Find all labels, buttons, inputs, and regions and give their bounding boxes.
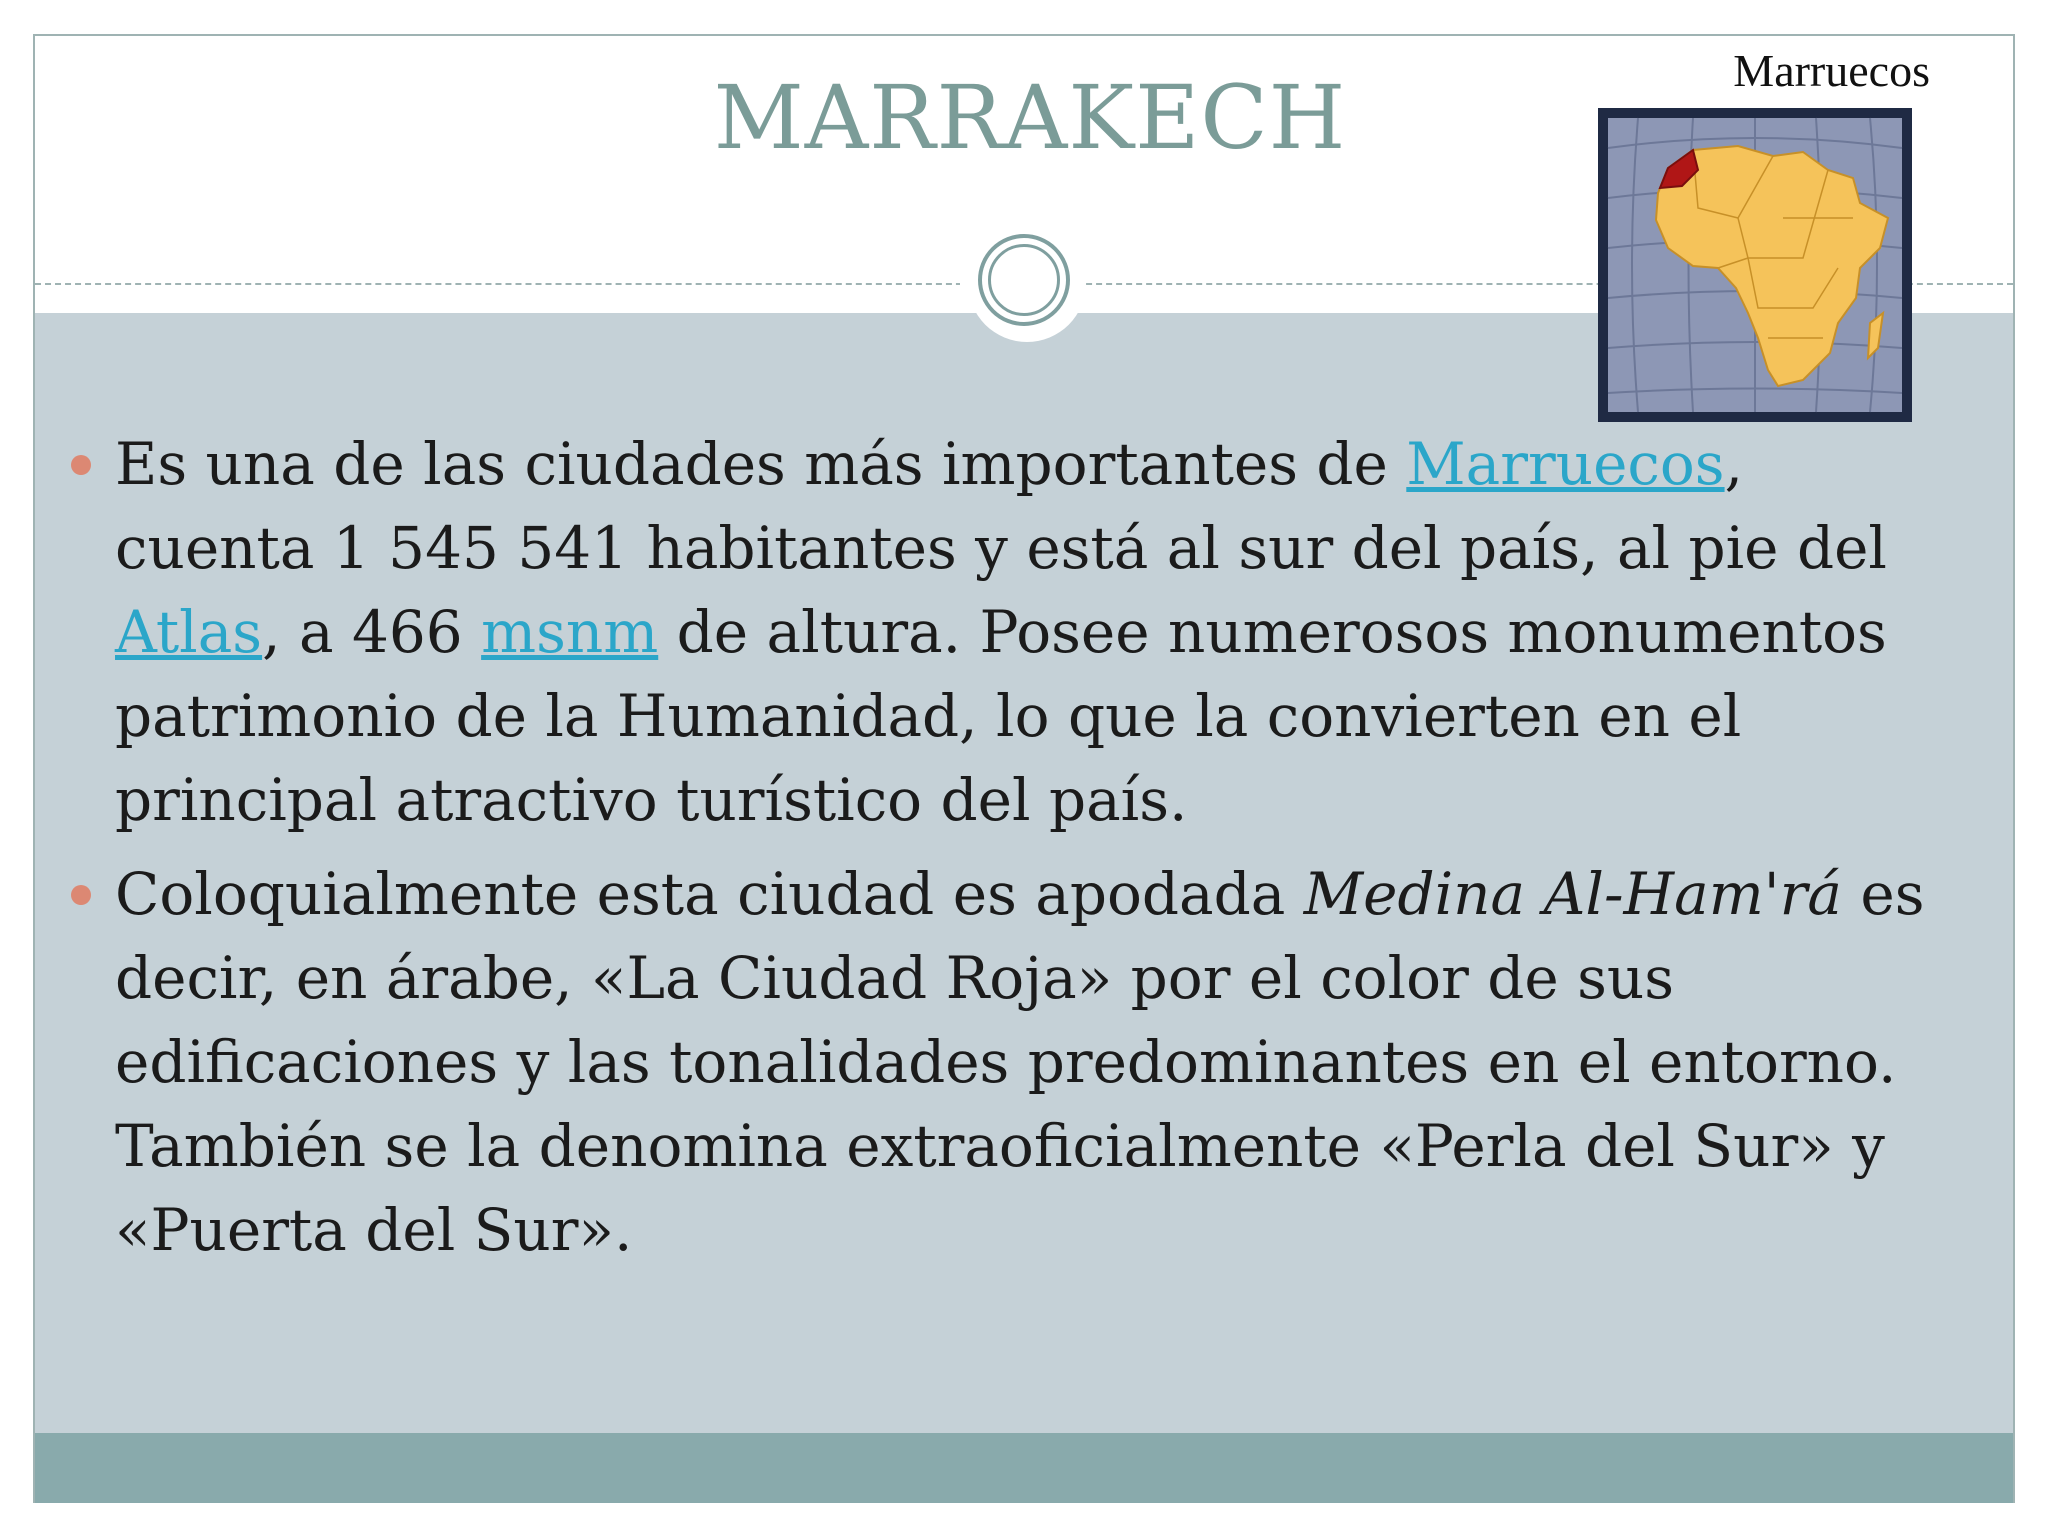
slide-title: MARRAKECH (713, 66, 1347, 169)
msnm-link[interactable]: msnm (481, 598, 659, 666)
bullet-item-population (115, 422, 1955, 842)
bullet-text: Es una de las ciudades más importantes de (115, 430, 1407, 498)
footer-band (35, 1433, 2013, 1503)
map-caption: Marruecos (1733, 45, 1930, 96)
bullet-item-nickname (115, 852, 1955, 1272)
medallion-inner-ring (988, 244, 1060, 316)
slide-content (115, 422, 1955, 1282)
bullet-text: Coloquialmente esta ciudad es apodada (115, 860, 1304, 928)
bullet-text: , a 466 (262, 598, 482, 666)
bullet-text: de altura. Posee numerosos monumentos patrimonio de la Humanidad, lo que la convierten en el principal atractivo turístico del país. (115, 598, 1887, 834)
city-nickname: Medina Al-Ham'rá (1303, 860, 1842, 928)
bullet-dot-icon (71, 455, 91, 475)
marruecos-link[interactable]: Marruecos (1406, 430, 1725, 498)
bullet-text: es decir, en árabe, «La Ciudad Roja» por el color de sus edificaciones y las tonalidades predominantes en el entorno. También se la denomina extraoficialmente «Perla del Sur» y «Puerta del Sur». (115, 860, 1925, 1264)
bullet-text: , cuenta 1 545 541 habitantes y está al sur del país, al pie del (115, 430, 1887, 582)
atlas-link[interactable]: Atlas (115, 598, 263, 666)
africa-map-image (1598, 108, 1912, 422)
bullet-dot-icon (71, 885, 91, 905)
